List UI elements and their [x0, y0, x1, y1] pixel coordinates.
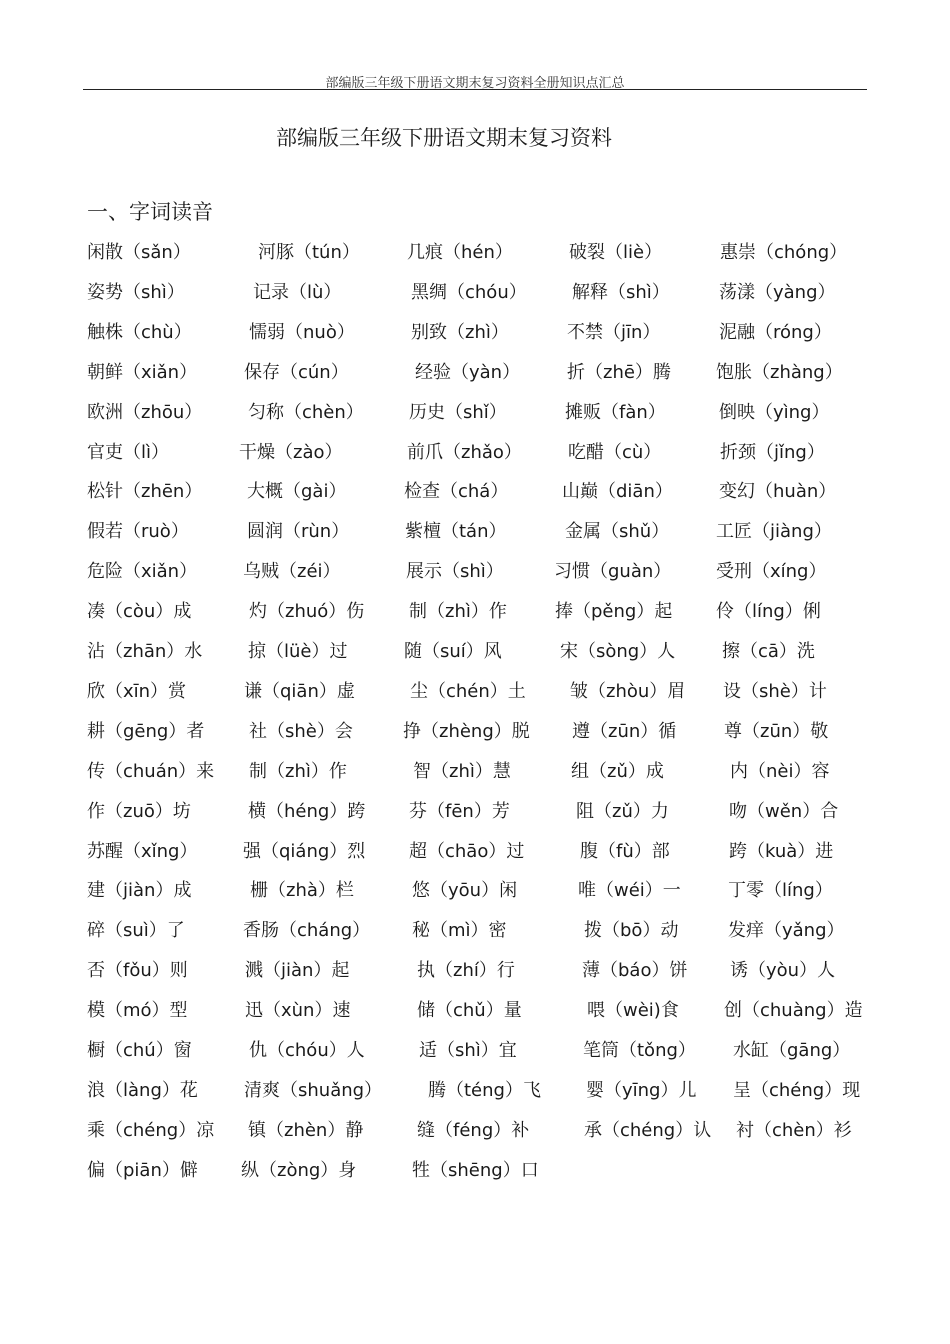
vocab-entry: 承（chéng）认: [584, 1120, 712, 1141]
vocab-entry: 尊（zūn）敬: [724, 721, 829, 742]
vocab-entry: 遵（zūn）循: [572, 721, 677, 742]
vocab-entry: 制（zhì）作: [249, 761, 347, 782]
vocab-entry: 溅（jiàn）起: [245, 960, 350, 981]
vocab-entry: 笔筒（tǒng）: [583, 1040, 696, 1061]
vocab-entry: 欣（xīn）赏: [87, 681, 187, 702]
vocab-entry: 秘（mì）密: [412, 920, 507, 941]
vocab-entry: 解释（shì）: [572, 282, 670, 303]
vocab-entry: 擦（cā）洗: [722, 641, 815, 662]
vocab-entry: 经验（yàn）: [415, 362, 521, 383]
vocab-entry: 苏醒（xǐng）: [87, 841, 198, 862]
vocab-entry: 否（fǒu）则: [87, 960, 188, 981]
vocab-entry: 摊贩（fàn）: [565, 402, 666, 423]
vocab-entry: 储（chǔ）量: [417, 1000, 522, 1021]
vocab-entry: 执（zhí）行: [417, 960, 515, 981]
vocab-entry: 腹（fù）部: [580, 841, 670, 862]
vocab-entry: 皱（zhòu）眉: [570, 681, 686, 702]
vocab-entry: 习惯（guàn）: [554, 561, 672, 582]
vocab-entry: 惠崇（chóng）: [720, 242, 848, 263]
vocab-entry: 折（zhē）腾: [567, 362, 671, 383]
vocab-entry: 丁零（líng）: [728, 880, 833, 901]
vocab-entry: 谦（qiān）虚: [244, 681, 355, 702]
vocab-entry: 衬（chèn）衫: [736, 1120, 852, 1141]
vocab-entry: 河豚（tún）: [258, 242, 360, 263]
vocab-entry: 记录（lù）: [253, 282, 342, 303]
vocab-entry: 灼（zhuó）伤: [249, 601, 365, 622]
vocab-entry: 伶（líng）俐: [716, 601, 821, 622]
document-title: 部编版三年级下册语文期末复习资料: [276, 126, 612, 150]
vocab-entry: 悠（yōu）闲: [412, 880, 518, 901]
vocab-entry: 碎（suì）了: [87, 920, 185, 941]
vocab-entry: 浪（làng）花: [87, 1080, 198, 1101]
vocab-entry: 腾（téng）飞: [428, 1080, 541, 1101]
vocab-entry: 保存（cún）: [244, 362, 349, 383]
vocab-entry: 牲（shēng）口: [412, 1160, 539, 1181]
vocab-entry: 发痒（yǎng）: [728, 920, 845, 941]
vocab-entry: 吻（wěn）合: [729, 801, 839, 822]
vocab-entry: 黑绸（chóu）: [411, 282, 527, 303]
running-header: 部编版三年级下册语文期末复习资料全册知识点汇总: [325, 76, 625, 91]
vocab-entry: 适（shì）宜: [419, 1040, 517, 1061]
vocab-entry: 建（jiàn）成: [87, 880, 192, 901]
vocab-entry: 假若（ruò）: [87, 521, 189, 542]
vocab-entry: 干燥（zào）: [239, 442, 343, 463]
vocab-entry: 创（chuàng）造: [724, 1000, 863, 1021]
vocab-entry: 迅（xùn）速: [245, 1000, 351, 1021]
vocab-entry: 匀称（chèn）: [248, 402, 364, 423]
vocab-entry: 诱（yòu）人: [730, 960, 836, 981]
vocab-entry: 宋（sòng）人: [560, 641, 676, 662]
vocab-entry: 官吏（lì）: [87, 442, 170, 463]
vocab-entry: 前爪（zhǎo）: [407, 442, 522, 463]
vocab-entry: 仇（chóu）人: [249, 1040, 365, 1061]
vocab-entry: 随（suí）风: [404, 641, 502, 662]
vocab-entry: 设（shè）计: [723, 681, 827, 702]
vocab-entry: 强（qiáng）烈: [243, 841, 366, 862]
vocab-entry: 超（chāo）过: [409, 841, 525, 862]
vocab-entry: 懦弱（nuò）: [249, 322, 355, 343]
vocab-entry: 变幻（huàn）: [719, 481, 837, 502]
vocab-entry: 跨（kuà）进: [729, 841, 834, 862]
vocab-entry: 倒映（yìng）: [719, 402, 830, 423]
vocab-entry: 触株（chù）: [87, 322, 192, 343]
vocab-entry: 凑（còu）成: [87, 601, 192, 622]
vocab-entry: 婴（yīng）儿: [586, 1080, 697, 1101]
vocab-entry: 危险（xiǎn）: [87, 561, 198, 582]
section-heading: 一、字词读音: [87, 200, 213, 224]
vocab-entry: 展示（shì）: [406, 561, 504, 582]
vocab-entry: 乘（chéng）凉: [87, 1120, 215, 1141]
vocab-entry: 工匠（jiàng）: [716, 521, 832, 542]
vocab-entry: 缝（féng）补: [417, 1120, 530, 1141]
vocab-entry: 掠（lüè）过: [248, 641, 348, 662]
vocab-entry: 闲散（sǎn）: [87, 242, 191, 263]
vocab-entry: 吃醋（cù）: [568, 442, 662, 463]
vocab-entry: 镇（zhèn）静: [248, 1120, 364, 1141]
vocab-entry: 挣（zhèng）脱: [403, 721, 530, 742]
vocab-entry: 水缸（gāng）: [733, 1040, 851, 1061]
vocab-entry: 呈（chéng）现: [733, 1080, 861, 1101]
vocab-entry: 唯（wéi）一: [578, 880, 681, 901]
vocab-entry: 几痕（hén）: [407, 242, 513, 263]
vocab-entry: 清爽（shuǎng）: [244, 1080, 383, 1101]
vocab-entry: 折颈（jǐng）: [720, 442, 825, 463]
vocab-entry: 大概（gài）: [247, 481, 347, 502]
vocab-entry: 模（mó）型: [87, 1000, 188, 1021]
vocab-entry: 饱胀（zhàng）: [716, 362, 843, 383]
vocab-entry: 橱（chú）窗: [87, 1040, 192, 1061]
vocab-entry: 偏（piān）僻: [87, 1160, 198, 1181]
vocab-entry: 芬（fēn）芳: [409, 801, 510, 822]
vocab-entry: 内（nèi）容: [730, 761, 830, 782]
vocab-entry: 喂（wèi)食: [587, 1000, 679, 1021]
vocab-entry: 金属（shǔ）: [565, 521, 670, 542]
vocab-entry: 欧洲（zhōu）: [87, 402, 203, 423]
vocab-entry: 别致（zhì）: [411, 322, 509, 343]
vocab-entry: 社（shè）会: [249, 721, 353, 742]
vocab-entry: 山巅（diān）: [562, 481, 673, 502]
vocab-entry: 作（zuō）坊: [87, 801, 191, 822]
vocab-entry: 紫檀（tán）: [405, 521, 507, 542]
vocab-entry: 历史（shǐ）: [409, 402, 507, 423]
vocab-entry: 组（zǔ）成: [571, 761, 664, 782]
vocab-entry: 沾（zhān）水: [87, 641, 203, 662]
vocab-entry: 受刑（xíng）: [716, 561, 827, 582]
vocab-entry: 纵（zòng）身: [241, 1160, 357, 1181]
vocab-entry: 制（zhì）作: [409, 601, 507, 622]
vocab-entry: 香肠（cháng）: [243, 920, 371, 941]
vocab-entry: 薄（báo）饼: [582, 960, 688, 981]
vocab-entry: 栅（zhà）栏: [250, 880, 354, 901]
vocab-entry: 朝鲜（xiǎn）: [87, 362, 198, 383]
vocab-entry: 阻（zǔ）力: [576, 801, 669, 822]
vocab-entry: 破裂（liè）: [569, 242, 663, 263]
vocab-entry: 泥融（róng）: [719, 322, 832, 343]
vocab-entry: 荡漾（yàng）: [719, 282, 836, 303]
vocab-entry: 松针（zhēn）: [87, 481, 203, 502]
vocab-entry: 圆润（rùn）: [247, 521, 350, 542]
vocab-entry: 乌贼（zéi）: [243, 561, 341, 582]
vocab-entry: 姿势（shì）: [87, 282, 185, 303]
vocab-entry: 耕（gēng）者: [87, 721, 205, 742]
vocab-entry: 拨（bō）动: [584, 920, 679, 941]
vocab-entry: 不禁（jīn）: [567, 322, 661, 343]
vocab-entry: 尘（chén）土: [410, 681, 526, 702]
vocab-entry: 捧（pěng）起: [555, 601, 673, 622]
vocab-entry: 智（zhì）慧: [413, 761, 511, 782]
vocab-entry: 横（héng）跨: [248, 801, 366, 822]
vocab-entry: 传（chuán）来: [87, 761, 215, 782]
vocab-entry: 检查（chá）: [404, 481, 509, 502]
